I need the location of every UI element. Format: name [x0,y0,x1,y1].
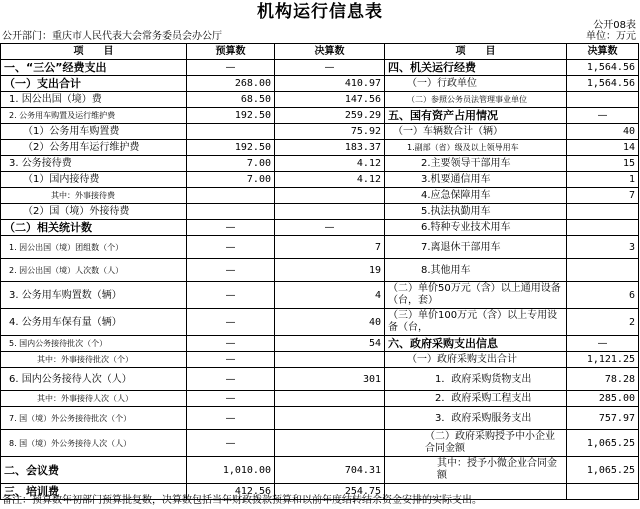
row-budget: — [187,352,275,368]
table-row [1,368,639,391]
table-row [1,156,639,172]
row-budget [187,204,275,220]
table-header [1,44,639,60]
unit-label: 单位：万元 [586,31,636,42]
row-label: 5. 国内公务接待批次（个） [1,336,187,352]
row-budget: — [187,368,275,391]
row-label-right: 六、政府采购支出信息 [385,336,567,352]
row-budget [187,124,275,140]
row-budget: — [187,391,275,407]
table-row [1,407,639,430]
row-label: 8. 国（境）外公务接待人次（人） [1,430,187,457]
table-row [1,259,639,282]
row-value-right: 1,065.25 [567,430,639,457]
row-label-right: 6.特种专业技术用车 [385,220,567,236]
table-row [1,204,639,220]
row-label: （2）公务用车运行维护费 [1,140,187,156]
table-row [1,188,639,204]
row-budget: 268.00 [187,76,275,92]
table-row [1,60,639,76]
row-label: （二）相关统计数 [1,220,187,236]
table-row [1,76,639,92]
row-label: 1. 因公出国（境）费 [1,92,187,108]
row-label: （1）国内接待费 [1,172,187,188]
row-final: 40 [275,309,385,336]
row-final: 704.31 [275,457,385,484]
table-row [1,309,639,336]
row-label-right: （一）政府采购支出合计 [385,352,567,368]
row-label-right: 1.副部（省）级及以上领导用车 [385,140,567,156]
row-value-right [567,92,639,108]
row-label-right: 5.执法执勤用车 [385,204,567,220]
row-label-right: 4.应急保障用车 [385,188,567,204]
row-budget: 412.56 [187,484,275,500]
row-budget: — [187,407,275,430]
table-row [1,140,639,156]
info-table [0,43,639,500]
row-budget: — [187,309,275,336]
row-budget: — [187,336,275,352]
row-label-right: 2．政府采购工程支出 [385,391,567,407]
row-final [275,430,385,457]
row-value-right: 2 [567,309,639,336]
row-final: 54 [275,336,385,352]
row-label-right: 四、机关运行经费 [385,60,567,76]
footnote: 备注：预算数年初部门预算批复数，决算数包括当年财政拨款预算和以前年度结转结余资金安排的实际支出。 [2,495,482,506]
row-budget: — [187,430,275,457]
row-budget: 7.00 [187,156,275,172]
row-value-right: 15 [567,156,639,172]
row-label: 三、培训费 [1,484,187,500]
row-final: 410.97 [275,76,385,92]
row-label-right: 3．政府采购服务支出 [385,407,567,430]
row-label-right: （二）单价50万元（含）以上通用设备（台，套） [385,282,567,309]
department: 公开部门：重庆市人民代表大会常务委员会办公厅 [2,31,222,42]
row-label: （一）支出合计 [1,76,187,92]
row-label: 6. 国内公务接待人次（人） [1,368,187,391]
row-final: 75.92 [275,124,385,140]
row-label-right: （三）单价100万元（含）以上专用设备（台， [385,309,567,336]
row-budget: 192.50 [187,108,275,124]
row-value-right [567,484,639,500]
row-budget: — [187,259,275,282]
row-final: 147.56 [275,92,385,108]
row-budget: — [187,236,275,259]
row-label-right: 3.机要通信用车 [385,172,567,188]
table-row [1,108,639,124]
row-value-right [567,259,639,282]
row-label: （2）国（境）外接待费 [1,204,187,220]
row-label-right: （一）行政单位 [385,76,567,92]
row-final: 183.37 [275,140,385,156]
header-final-right: 决算数 [567,44,639,60]
row-label: 2. 公务用车购置及运行维护费 [1,108,187,124]
row-budget: — [187,60,275,76]
header-budget: 预算数 [187,44,275,60]
row-budget: 68.50 [187,92,275,108]
row-value-right [567,220,639,236]
row-label-right: 8.其他用车 [385,259,567,282]
table-row [1,352,639,368]
row-final: — [275,220,385,236]
row-value-right: 1,564.56 [567,60,639,76]
table-row [1,92,639,108]
table-row [1,236,639,259]
header-item-right: 项 目 [385,44,567,60]
row-label-right: （二）政府采购授予中小企业合同金额 [385,430,567,457]
row-final: 4.12 [275,156,385,172]
table-row [1,172,639,188]
row-label: 二、会议费 [1,457,187,484]
row-final: 301 [275,368,385,391]
row-final [275,352,385,368]
row-value-right: 285.00 [567,391,639,407]
row-value-right: 14 [567,140,639,156]
row-final [275,391,385,407]
table-row [1,336,639,352]
row-final: 19 [275,259,385,282]
row-final [275,188,385,204]
table-row [1,220,639,236]
row-label: 2. 因公出国（境）人次数（人） [1,259,187,282]
row-budget [187,188,275,204]
row-label-right: （二）参照公务员法管理事业单位 [385,92,567,108]
table-row [1,282,639,309]
row-label-right: 1．政府采购货物支出 [385,368,567,391]
row-final [275,204,385,220]
row-label-right: 7.离退休干部用车 [385,236,567,259]
table-row [1,391,639,407]
row-value-right: 1,121.25 [567,352,639,368]
row-final: 7 [275,236,385,259]
row-value-right: 757.97 [567,407,639,430]
row-budget: 1,010.00 [187,457,275,484]
row-value-right: 6 [567,282,639,309]
row-final: 4 [275,282,385,309]
row-value-right: 1,065.25 [567,457,639,484]
table-row [1,430,639,457]
row-budget: 192.50 [187,140,275,156]
row-final: 4.12 [275,172,385,188]
row-label-right: （一）车辆数合计（辆） [385,124,567,140]
row-value-right [567,204,639,220]
row-value-right: 78.28 [567,368,639,391]
table-row [1,457,639,484]
row-label: （1）公务用车购置费 [1,124,187,140]
row-label: 1. 因公出国（境）团组数（个） [1,236,187,259]
row-value-right: — [567,108,639,124]
row-budget: — [187,220,275,236]
page-title: 机构运行信息表 [257,2,383,22]
row-label-right: 五、国有资产占用情况 [385,108,567,124]
row-label: 其中：外事接待人次（人） [1,391,187,407]
row-budget: — [187,282,275,309]
row-label: 4. 公务用车保有量（辆） [1,309,187,336]
row-final: 254.75 [275,484,385,500]
header-item: 项 目 [1,44,187,60]
row-label: 3. 公务接待费 [1,156,187,172]
row-value-right: 1,564.56 [567,76,639,92]
row-budget: 7.00 [187,172,275,188]
row-final: 259.29 [275,108,385,124]
row-final [275,407,385,430]
row-label: 7. 国（境）外公务接待批次（个） [1,407,187,430]
header-final: 决算数 [275,44,385,60]
row-label: 一、“三公”经费支出 [1,60,187,76]
row-final: — [275,60,385,76]
row-value-right: — [567,336,639,352]
row-label: 其中：外事接待批次（个） [1,352,187,368]
row-value-right: 3 [567,236,639,259]
row-label: 3. 公务用车购置数（辆） [1,282,187,309]
row-value-right: 7 [567,188,639,204]
row-value-right: 1 [567,172,639,188]
row-label: 其中：外事接待费 [1,188,187,204]
row-label-right: 其中：授予小微企业合同金额 [385,457,567,484]
table-row [1,124,639,140]
row-label-right: 2.主要领导干部用车 [385,156,567,172]
row-value-right: 40 [567,124,639,140]
form-code: 公开08表 [593,20,636,31]
